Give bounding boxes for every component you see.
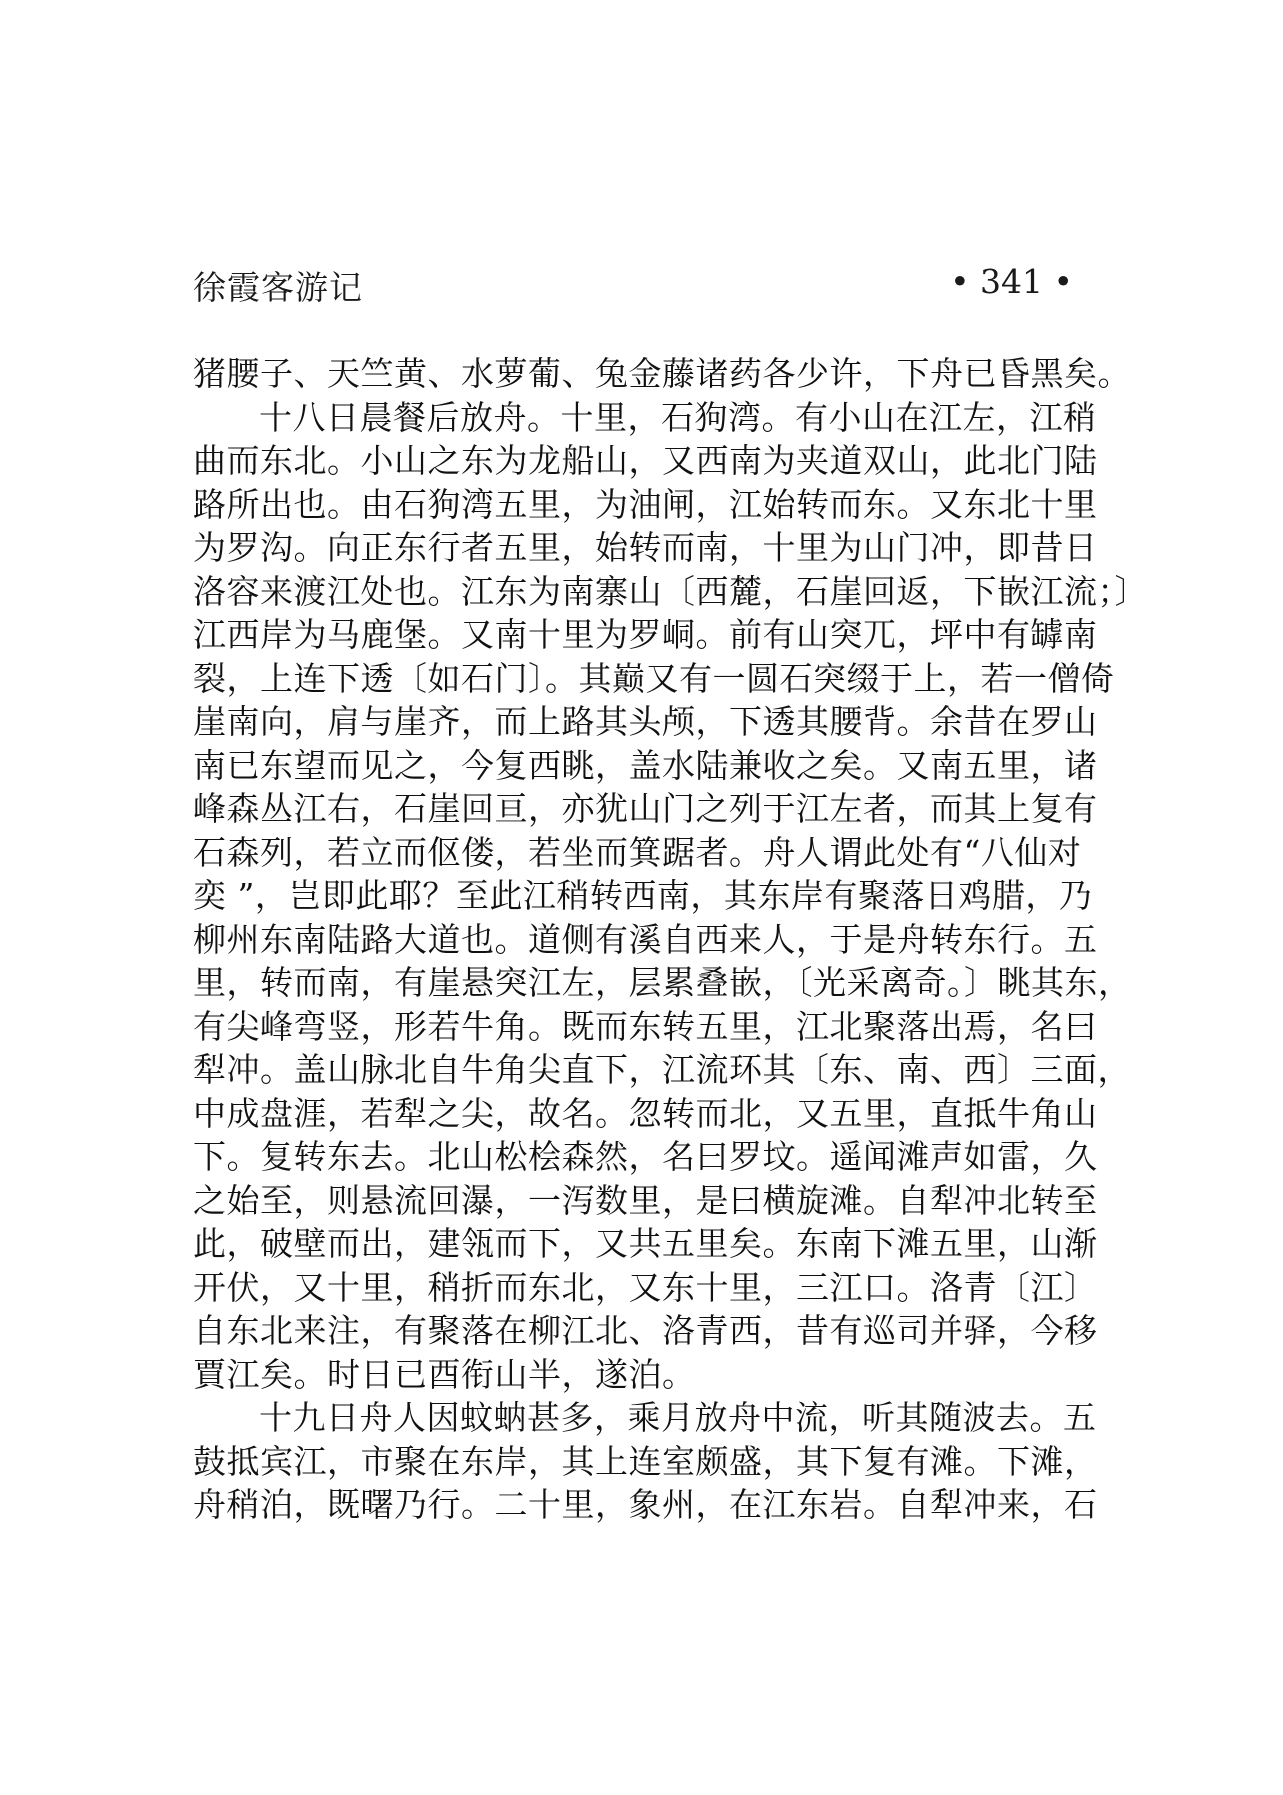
text-line: 裂，上连下透〔如石门〕。其巅又有一圆石突缀于上，若一僧倚 <box>193 658 1115 698</box>
text-line: 賈江矣。时日已酉衔山半，遂泊。 <box>193 1354 696 1394</box>
text-line: 自东北来注，有聚落在柳江北、洛青西，昔有巡司并驿，今移 <box>193 1311 1098 1350</box>
text-line: 柳州东南陆路大道也。道侧有溪自西来人，于是舟转东行。五 <box>193 919 1098 959</box>
text-line: 猪腰子、天竺黄、水萝葡、兔金藤诸药各少许，下舟已昏黑矣。 <box>193 354 1131 393</box>
text-line: 十九日舟人因蚊蚋甚多，乘月放舟中流，听其随波去。五 <box>259 1398 1097 1437</box>
text-line: 有尖峰弯竖，形若牛角。既而东转五里，江北聚落出焉，名曰 <box>193 1006 1098 1046</box>
text-line: 路所出也。由石狗湾五里，为油闸，江始转而东。又东北十里 <box>193 484 1098 524</box>
text-line: 鼓抵宾江，市聚在东岸，其上连室颇盛，其下复有滩。下滩， <box>193 1441 1098 1481</box>
text-line: 之始至，则悬流回瀑，一泻数里，是曰横旋滩。自犁冲北转至 <box>193 1180 1098 1220</box>
text-line: 江西岸为马鹿堡。又南十里为罗峒。前有山突兀，坪中有罅南 <box>193 615 1098 654</box>
text-line: 犁冲。盖山脉北自牛角尖直下，江流环其〔东、南、西〕三面， <box>193 1050 1131 1089</box>
book-title: 徐霞客游记 <box>193 268 363 307</box>
page-header <box>193 262 1083 312</box>
text-line: 峰森丛江右，石崖回亘，亦犹山门之列于江左者，而其上复有 <box>193 789 1098 828</box>
text-line: 舟稍泊，既曙乃行。二十里，象州，在江东岩。自犁冲来，石 <box>193 1485 1098 1524</box>
text-line: 开伏，又十里，稍折而东北，又东十里，三江口。洛青〔江〕 <box>193 1267 1098 1307</box>
text-line: 此，破壁而出，建瓴而下，又共五里矣。东南下滩五里，山渐 <box>193 1224 1098 1263</box>
text-line: 中成盘涯，若犁之尖，故名。忽转而北，又五里，直抵牛角山 <box>193 1093 1098 1133</box>
body-text <box>193 352 1148 1527</box>
text-line: 下。复转东去。北山松桧森然，名曰罗坟。遥闻滩声如雷，久 <box>193 1137 1098 1176</box>
text-line: 洛容来渡江处也。江东为南寨山〔西麓，石崖回返，下嵌江流；〕 <box>193 571 1148 611</box>
text-line: 奕 ”，岂即此耶？至此江稍转西南，其东岸有聚落日鸡腊，乃 <box>193 876 1093 915</box>
page-number: • 341 • <box>950 262 1073 301</box>
text-line: 南已东望而见之，今复西眺，盖水陆兼收之矣。又南五里，诸 <box>193 745 1098 785</box>
text-line: 崖南向，肩与崖齐，而上路其头颅，下透其腰背。余昔在罗山 <box>193 702 1098 741</box>
text-line: 曲而东北。小山之东为龙船山，又西南为夹道双山，此北门陆 <box>193 441 1098 480</box>
text-line: 十八日晨餐后放舟。十里，石狗湾。有小山在江左，江稍 <box>259 397 1097 437</box>
text-line: 里，转而南，有崖悬突江左，层累叠嵌，〔光采离奇。〕眺其东， <box>193 963 1132 1002</box>
text-line: 石森列，若立而伛偻，若坐而箕踞者。舟人谓此处有“八仙对 <box>193 832 1082 872</box>
text-line: 为罗沟。向正东行者五里，始转而南，十里为山门冲，即昔日 <box>193 528 1098 567</box>
